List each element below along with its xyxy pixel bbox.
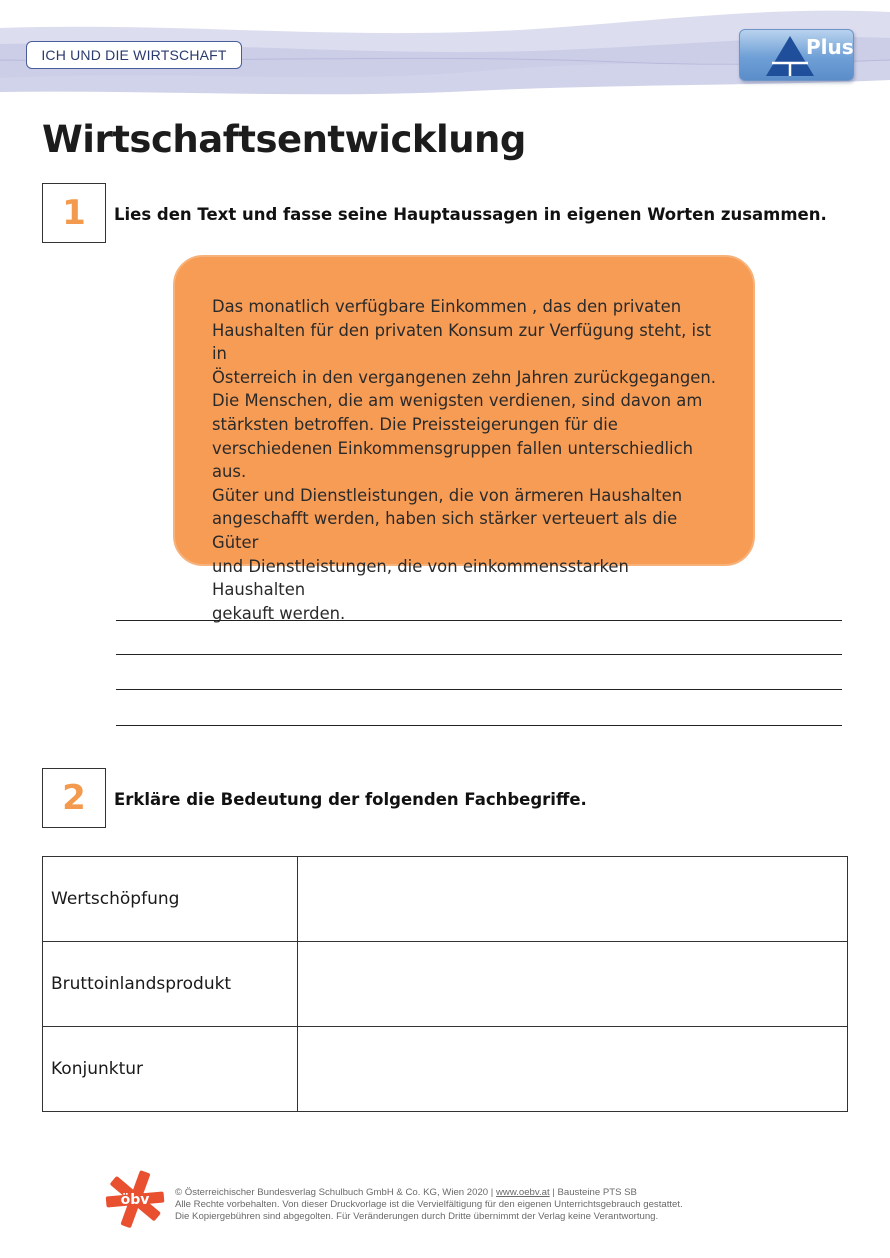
publisher-link[interactable]: www.oebv.at: [495, 1187, 550, 1198]
copyright-suffix: | Bausteine PTS SB: [549, 1187, 637, 1198]
table-row: [43, 857, 848, 942]
definition-cell[interactable]: [298, 942, 848, 1027]
term-cell: Bruttoinlandsprodukt: [43, 942, 298, 1027]
task-instruction: Lies den Text und fasse seine Hauptaussagen in eigenen Worten zusammen.: [114, 205, 827, 224]
definition-cell[interactable]: [298, 857, 848, 942]
fees-line: Die Kopiergebühren sind abgegolten. Für Veränderungen durch Dritte übernimmt der Verlag keine Verantwortung.: [175, 1211, 659, 1223]
task-instruction: Erkläre die Bedeutung der folgenden Fachbegriffe.: [114, 790, 587, 809]
task-number: 1: [62, 193, 86, 233]
page-title: Wirtschaftsentwicklung: [42, 118, 526, 161]
task-number-box: [42, 183, 106, 243]
term-cell: Wertschöpfung: [43, 857, 298, 942]
copyright-text: © Österreichischer Bundesverlag Schulbuch GmbH & Co. KG, Wien 2020 |: [175, 1187, 496, 1198]
term-cell: Konjunktur: [43, 1027, 298, 1112]
chapter-label: ICH UND DIE WIRTSCHAFT: [41, 47, 227, 63]
definition-cell[interactable]: [298, 1027, 848, 1112]
task-number-box: [42, 768, 106, 828]
chapter-tag: [26, 41, 242, 69]
copyright-line: [175, 1187, 775, 1199]
task-number: 2: [62, 778, 86, 818]
source-text-card: [173, 255, 755, 623]
rights-line: Alle Rechte vorbehalten. Von dieser Druckvorlage ist die Vervielfältigung für den eigenen Unterrichtsgebrauch gestattet.: [175, 1199, 683, 1211]
plus-label: Plus: [806, 35, 854, 59]
answer-line[interactable]: [116, 689, 842, 690]
source-text: Das monatlich verfügbare Einkommen , das den privaten Haushalten für den privaten Konsum zur Verfügung steht, ist in Österreich in den vergangenen zehn Jahren zurückgegangen. Die Menschen, die am wenigsten verdienen, sind davon am stärksten betroffen. Die Preissteigerungen für die verschiedenen Einkommensgruppen fallen unterschiedlich aus. Güter und Dienstleistungen, die von ärmeren Haushalten angeschafft werden, haben sich stärker verteuert als die Güter und Dienstleistungen, die von einkommensstarken Haushalten gekauft werden.: [212, 297, 716, 623]
terms-table: [42, 856, 848, 1112]
logo-text: öbv: [120, 1192, 150, 1208]
answer-line[interactable]: [116, 620, 842, 621]
footer-text: [175, 1187, 775, 1224]
answer-line[interactable]: [116, 725, 842, 726]
table-row: [43, 1027, 848, 1112]
plus-badge: [739, 29, 854, 81]
table-row: [43, 942, 848, 1027]
answer-line[interactable]: [116, 654, 842, 655]
publisher-logo: [104, 1168, 166, 1230]
